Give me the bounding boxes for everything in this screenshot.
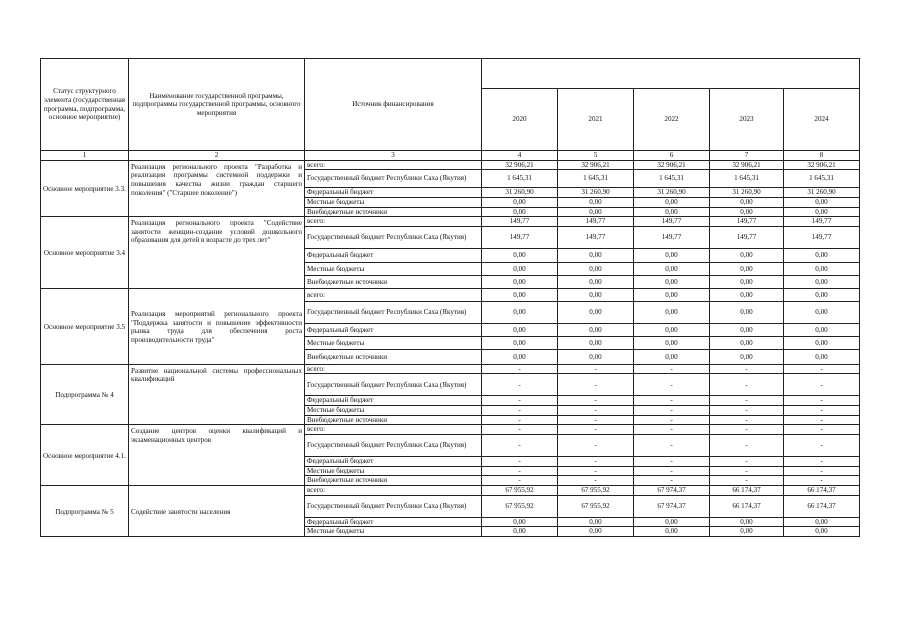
- funding-value: -: [482, 374, 558, 396]
- funding-value: 0,00: [558, 248, 634, 262]
- funding-value: 32 906,21: [784, 160, 860, 170]
- funding-value: 67 955,92: [482, 495, 558, 517]
- funding-value: 66 174,37: [710, 495, 784, 517]
- table-row: [41, 485, 860, 495]
- funding-value: -: [558, 466, 634, 476]
- funding-value: -: [482, 415, 558, 425]
- funding-value: 1 645,31: [634, 170, 710, 188]
- funding-value: -: [558, 415, 634, 425]
- funding-source: Местные бюджеты: [305, 466, 482, 476]
- funding-value: -: [482, 396, 558, 406]
- funding-source: Внебюджетные источники: [305, 275, 482, 288]
- funding-value: -: [482, 435, 558, 457]
- table-row: [41, 217, 860, 227]
- funding-value: 66 174,37: [784, 495, 860, 517]
- funding-value: 66 174,37: [710, 485, 784, 495]
- funding-value: -: [784, 374, 860, 396]
- funding-value: 0,00: [558, 262, 634, 275]
- row-status: Подпрограмма № 5: [41, 485, 129, 536]
- funding-value: 0,00: [784, 248, 860, 262]
- funding-value: -: [634, 466, 710, 476]
- funding-value: 0,00: [784, 349, 860, 364]
- row-name: Развитие национальной системы профессиональных квалификаций: [129, 364, 305, 425]
- funding-source: всего:: [305, 288, 482, 301]
- funding-value: 0,00: [784, 275, 860, 288]
- row-name: Реализация мероприятий регионального проекта "Поддержка занятости и повышение эффективности рынка труда для обеспечения роста производительности труда": [129, 288, 305, 364]
- table-body: [41, 59, 860, 537]
- header-name: Наименование государственной программы, подпрограммы государственной программы, основного мероприятия: [129, 59, 305, 151]
- funding-source: Местные бюджеты: [305, 406, 482, 416]
- funding-value: 0,00: [784, 207, 860, 217]
- funding-source: Федеральный бюджет: [305, 248, 482, 262]
- funding-value: -: [482, 457, 558, 467]
- index-row: [41, 151, 860, 161]
- funding-source: всего:: [305, 160, 482, 170]
- funding-source: Местные бюджеты: [305, 262, 482, 275]
- funding-value: 32 906,21: [558, 160, 634, 170]
- funding-value: 0,00: [482, 301, 558, 323]
- funding-value: -: [482, 466, 558, 476]
- funding-value: 0,00: [710, 207, 784, 217]
- funding-value: 1 645,31: [482, 170, 558, 188]
- row-name: Реализация регионального проекта "Разработка и реализация программы системной поддержки и повышения качества жизни граждан старшего поколения" ("Старшее поколение"): [129, 160, 305, 217]
- funding-source: Местные бюджеты: [305, 527, 482, 537]
- funding-value: 0,00: [710, 275, 784, 288]
- funding-value: 0,00: [784, 262, 860, 275]
- funding-value: -: [784, 435, 860, 457]
- funding-value: -: [634, 435, 710, 457]
- funding-value: -: [784, 415, 860, 425]
- funding-value: 0,00: [482, 336, 558, 349]
- funding-value: -: [710, 435, 784, 457]
- funding-value: -: [784, 476, 860, 486]
- table-row: [41, 364, 860, 374]
- funding-value: 0,00: [482, 262, 558, 275]
- funding-value: -: [710, 374, 784, 396]
- table-row: [41, 160, 860, 170]
- row-status: Основное мероприятие 4.1.: [41, 425, 129, 486]
- funding-value: -: [634, 406, 710, 416]
- funding-value: 32 906,21: [710, 160, 784, 170]
- funding-source: Федеральный бюджет: [305, 517, 482, 527]
- funding-value: 0,00: [634, 197, 710, 207]
- funding-source: Государственный бюджет Республики Саха (Якутия): [305, 495, 482, 517]
- funding-value: -: [784, 396, 860, 406]
- header-source: Источник финансирования: [305, 59, 482, 151]
- funding-value: -: [784, 457, 860, 467]
- funding-source: Федеральный бюджет: [305, 396, 482, 406]
- index-cell: 5: [558, 151, 634, 161]
- funding-value: 32 906,21: [634, 160, 710, 170]
- table-row: [41, 425, 860, 435]
- header-year: 2021: [558, 89, 634, 151]
- funding-value: 0,00: [558, 349, 634, 364]
- funding-value: 0,00: [558, 517, 634, 527]
- financing-table: [40, 58, 860, 537]
- row-name: Реализация регионального проекта "Содействие занятости женщин-создание условий дошкольного образования для детей в возрасте до трех лет": [129, 217, 305, 289]
- funding-value: 0,00: [558, 197, 634, 207]
- row-status: Подпрограмма № 4: [41, 364, 129, 425]
- funding-value: 0,00: [710, 248, 784, 262]
- funding-value: 0,00: [558, 336, 634, 349]
- funding-value: 0,00: [634, 207, 710, 217]
- funding-source: Государственный бюджет Республики Саха (Якутия): [305, 170, 482, 188]
- funding-value: -: [784, 425, 860, 435]
- funding-source: Местные бюджеты: [305, 336, 482, 349]
- funding-value: 0,00: [784, 336, 860, 349]
- funding-value: -: [634, 396, 710, 406]
- funding-value: 67 974,37: [634, 495, 710, 517]
- row-status: Основное мероприятие 3.4: [41, 217, 129, 289]
- funding-value: -: [634, 457, 710, 467]
- funding-value: -: [558, 396, 634, 406]
- funding-value: -: [710, 457, 784, 467]
- funding-value: -: [784, 364, 860, 374]
- funding-value: -: [710, 396, 784, 406]
- funding-value: 0,00: [482, 349, 558, 364]
- funding-value: 0,00: [634, 349, 710, 364]
- funding-value: 0,00: [784, 301, 860, 323]
- funding-value: 149,77: [784, 226, 860, 248]
- funding-value: 0,00: [710, 336, 784, 349]
- funding-value: -: [634, 364, 710, 374]
- funding-value: -: [558, 476, 634, 486]
- funding-value: 31 260,90: [634, 188, 710, 198]
- funding-source: Внебюджетные источники: [305, 476, 482, 486]
- funding-value: 0,00: [784, 288, 860, 301]
- funding-value: 0,00: [482, 207, 558, 217]
- funding-value: -: [710, 406, 784, 416]
- funding-value: -: [710, 415, 784, 425]
- funding-value: 31 260,90: [710, 188, 784, 198]
- header-status: Статус структурного элемента (государственная программа, подпрограмма, основное мероприятие): [41, 59, 129, 151]
- funding-source: Внебюджетные источники: [305, 349, 482, 364]
- funding-value: 0,00: [710, 288, 784, 301]
- funding-value: -: [558, 425, 634, 435]
- funding-value: -: [634, 476, 710, 486]
- row-status: Основное мероприятие 3.5: [41, 288, 129, 364]
- funding-value: -: [482, 425, 558, 435]
- funding-value: 0,00: [482, 288, 558, 301]
- funding-value: -: [558, 435, 634, 457]
- funding-value: 66 174,37: [784, 485, 860, 495]
- funding-value: 0,00: [482, 248, 558, 262]
- funding-value: -: [482, 364, 558, 374]
- funding-source: Государственный бюджет Республики Саха (Якутия): [305, 435, 482, 457]
- funding-value: 0,00: [634, 301, 710, 323]
- header-year: 2022: [634, 89, 710, 151]
- header-year: 2023: [710, 89, 784, 151]
- funding-value: 0,00: [784, 517, 860, 527]
- funding-source: Внебюджетные источники: [305, 415, 482, 425]
- funding-value: 0,00: [634, 323, 710, 336]
- funding-value: 0,00: [634, 275, 710, 288]
- funding-value: -: [710, 425, 784, 435]
- funding-value: -: [710, 466, 784, 476]
- funding-value: 0,00: [634, 336, 710, 349]
- funding-value: 149,77: [558, 226, 634, 248]
- funding-value: 0,00: [558, 207, 634, 217]
- funding-value: 149,77: [710, 226, 784, 248]
- funding-value: 149,77: [482, 217, 558, 227]
- funding-source: Государственный бюджет Республики Саха (Якутия): [305, 301, 482, 323]
- funding-value: -: [558, 364, 634, 374]
- funding-value: 0,00: [710, 323, 784, 336]
- funding-value: 0,00: [482, 197, 558, 207]
- funding-value: 0,00: [710, 301, 784, 323]
- funding-value: 0,00: [634, 262, 710, 275]
- funding-source: всего:: [305, 217, 482, 227]
- header-row: [41, 59, 860, 89]
- header-years-group: [482, 59, 860, 89]
- funding-value: 0,00: [558, 527, 634, 537]
- row-name: Создание центров оценки квалификаций и экзаменационных центров: [129, 425, 305, 486]
- funding-source: Федеральный бюджет: [305, 323, 482, 336]
- row-name: Содействие занятости населения: [129, 485, 305, 536]
- funding-value: 0,00: [784, 323, 860, 336]
- funding-source: Внебюджетные источники: [305, 207, 482, 217]
- funding-value: 0,00: [784, 527, 860, 537]
- funding-value: -: [634, 415, 710, 425]
- funding-value: 149,77: [634, 217, 710, 227]
- funding-value: 0,00: [710, 517, 784, 527]
- funding-value: 67 955,92: [558, 495, 634, 517]
- row-status: Основное мероприятие 3.3.: [41, 160, 129, 217]
- funding-source: всего:: [305, 364, 482, 374]
- funding-value: 149,77: [634, 226, 710, 248]
- funding-value: 0,00: [634, 517, 710, 527]
- funding-value: 32 906,21: [482, 160, 558, 170]
- funding-value: 0,00: [558, 323, 634, 336]
- funding-value: -: [634, 425, 710, 435]
- funding-source: всего:: [305, 425, 482, 435]
- funding-value: 0,00: [634, 248, 710, 262]
- funding-value: 0,00: [710, 527, 784, 537]
- funding-value: 0,00: [710, 197, 784, 207]
- index-cell: 8: [784, 151, 860, 161]
- funding-value: 149,77: [558, 217, 634, 227]
- funding-value: 0,00: [482, 323, 558, 336]
- funding-value: -: [558, 374, 634, 396]
- funding-value: 31 260,90: [482, 188, 558, 198]
- funding-value: -: [634, 374, 710, 396]
- funding-value: 149,77: [482, 226, 558, 248]
- table-row: [41, 288, 860, 301]
- index-cell: 1: [41, 151, 129, 161]
- funding-value: -: [784, 406, 860, 416]
- index-cell: 2: [129, 151, 305, 161]
- index-cell: 7: [710, 151, 784, 161]
- funding-value: 0,00: [710, 349, 784, 364]
- funding-value: 1 645,31: [784, 170, 860, 188]
- funding-value: -: [784, 466, 860, 476]
- header-year: 2020: [482, 89, 558, 151]
- funding-value: -: [482, 476, 558, 486]
- funding-value: 0,00: [558, 275, 634, 288]
- funding-value: 31 260,90: [558, 188, 634, 198]
- funding-value: 1 645,31: [710, 170, 784, 188]
- funding-value: 67 955,92: [482, 485, 558, 495]
- funding-value: 0,00: [482, 517, 558, 527]
- funding-source: Государственный бюджет Республики Саха (Якутия): [305, 226, 482, 248]
- funding-value: 1 645,31: [558, 170, 634, 188]
- funding-value: 0,00: [710, 262, 784, 275]
- funding-value: 0,00: [634, 527, 710, 537]
- funding-source: Государственный бюджет Республики Саха (Якутия): [305, 374, 482, 396]
- funding-value: 0,00: [558, 288, 634, 301]
- funding-value: -: [558, 406, 634, 416]
- funding-source: Местные бюджеты: [305, 197, 482, 207]
- header-year: 2024: [784, 89, 860, 151]
- funding-value: 67 955,92: [558, 485, 634, 495]
- funding-value: 67 974,37: [634, 485, 710, 495]
- funding-value: -: [710, 364, 784, 374]
- funding-value: -: [710, 476, 784, 486]
- index-cell: 4: [482, 151, 558, 161]
- funding-value: 0,00: [558, 301, 634, 323]
- funding-value: 149,77: [784, 217, 860, 227]
- index-cell: 6: [634, 151, 710, 161]
- funding-source: Федеральный бюджет: [305, 457, 482, 467]
- funding-value: 149,77: [710, 217, 784, 227]
- funding-value: 0,00: [482, 275, 558, 288]
- funding-source: Федеральный бюджет: [305, 188, 482, 198]
- index-cell: 3: [305, 151, 482, 161]
- funding-value: 31 260,90: [784, 188, 860, 198]
- funding-source: всего:: [305, 485, 482, 495]
- funding-value: 0,00: [634, 288, 710, 301]
- funding-value: 0,00: [482, 527, 558, 537]
- funding-value: 0,00: [784, 197, 860, 207]
- funding-value: -: [482, 406, 558, 416]
- funding-value: -: [558, 457, 634, 467]
